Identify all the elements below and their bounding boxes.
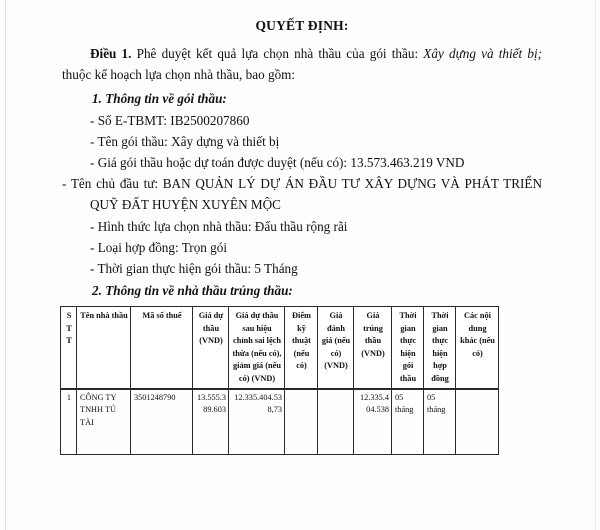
cell-tax-code: 3501248790 — [131, 389, 193, 455]
section-1-heading: 1. Thông tin về gói thầu: — [92, 90, 227, 106]
col-header-adjusted-bid-price: Giá dự thầu sau hiệu chỉnh sai lệch thừa (nếu có), giảm giá (nếu có) (VND) — [229, 307, 285, 389]
cell-package-duration: 05 tháng — [392, 389, 424, 455]
bullet-e-tbmt: - Số E-TBMT: IB2500207860 — [90, 112, 250, 128]
cell-adjusted-bid-price: 12.335.404.538,73 — [229, 389, 285, 455]
col-header-stt: S T T — [61, 307, 77, 389]
cell-contractor-name: CÔNG TY TNHH TÚ TÀI — [77, 389, 131, 455]
cell-other-contents — [456, 389, 499, 455]
col-header-contract-duration: Thời gian thực hiện hợp đồng — [424, 307, 456, 389]
article-1-package-name: Xây dựng và thiết bị; — [423, 46, 542, 61]
award-results-table — [60, 306, 499, 455]
col-header-technical-score: Điểm kỹ thuật (nếu có) — [285, 307, 318, 389]
table-header-row — [61, 307, 499, 389]
article-1-label: Điều 1. — [90, 46, 132, 61]
bullet-investor: - Tên chủ đầu tư: BAN QUẢN LÝ DỰ ÁN ĐẦU TƯ XÂY DỰNG VÀ PHÁT TRIỂN QUỸ ĐẤT HUYỆN XUYÊN MỘC — [62, 176, 542, 213]
page-title: QUYẾT ĐỊNH: — [255, 18, 349, 33]
cell-technical-score — [285, 389, 318, 455]
col-header-other-contents: Các nội dung khác (nếu có) — [456, 307, 499, 389]
cell-contract-duration: 05 tháng — [424, 389, 456, 455]
cell-stt: 1 — [61, 389, 77, 455]
section-2-heading: 2. Thông tin về nhà thầu trúng thầu: — [92, 282, 293, 298]
bullet-selection-method: - Hình thức lựa chọn nhà thầu: Đấu thầu rộng rãi — [90, 218, 348, 234]
article-1-text-before: Phê duyệt kết quả lựa chọn nhà thầu của gói thầu: — [131, 46, 424, 61]
scan-edge-right — [595, 0, 596, 530]
col-header-package-duration: Thời gian thực hiện gói thầu — [392, 307, 424, 389]
section-1-bullet-list — [62, 110, 542, 279]
col-header-bid-price: Giá dự thầu (VND) — [193, 307, 229, 389]
article-1-text-after: thuộc kế hoạch lựa chọn nhà thầu, bao gồm: — [62, 67, 296, 83]
bullet-contract-type: - Loại hợp đồng: Trọn gói — [90, 239, 228, 255]
col-header-tax-code: Mã số thuế — [131, 307, 193, 389]
cell-evaluated-price — [318, 389, 354, 455]
col-header-evaluated-price: Giá đánh giá (nếu có) (VND) — [318, 307, 354, 389]
col-header-winning-price: Giá trúng thầu (VND) — [354, 307, 392, 389]
cell-bid-price: 13.555.389.603 — [193, 389, 229, 455]
bullet-package-price: - Giá gói thầu hoặc dự toán được duyệt (nếu có): 13.573.463.219 VND — [90, 155, 465, 171]
article-1-paragraph — [62, 43, 542, 86]
table-row — [61, 389, 499, 455]
cell-winning-price: 12.335.404.538 — [354, 389, 392, 455]
bullet-package-name: - Tên gói thầu: Xây dựng và thiết bị — [90, 134, 280, 149]
award-table-wrapper — [60, 306, 495, 455]
col-header-contractor-name: Tên nhà thầu — [77, 307, 131, 389]
scan-edge-left — [5, 0, 6, 530]
bullet-execution-time: - Thời gian thực hiện gói thầu: 5 Tháng — [90, 260, 298, 276]
